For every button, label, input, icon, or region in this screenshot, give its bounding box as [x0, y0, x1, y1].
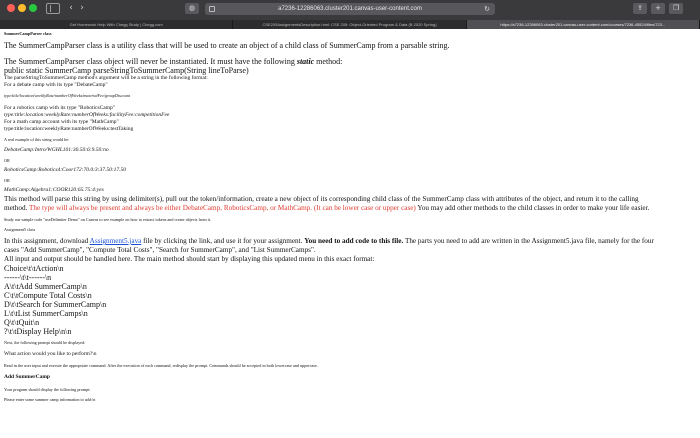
- robotics-camp-label: For a robotics camp with its type "RoboticsCamp": [4, 105, 115, 111]
- assignment5-java-link[interactable]: Assignment5.java: [89, 237, 142, 245]
- menu-line-1: ------\t\t------\n: [4, 273, 52, 282]
- math-format: type:title:location:weeklyRate:numberOfWeeks:testTaking: [4, 126, 134, 132]
- assignment5-paragraph-1: [4, 237, 654, 245]
- add-code-bold: You need to add code to this file.: [304, 237, 404, 245]
- robotics-format: type:title:location:weeklyRate:numberOfWeeks:facilityFee:competitionFee: [4, 112, 170, 118]
- tab-bar: [0, 20, 700, 29]
- tab-overview-icon[interactable]: ❐: [669, 3, 683, 14]
- back-arrow-icon[interactable]: ‹: [69, 3, 73, 13]
- or-separator-2: OR: [4, 178, 10, 183]
- lock-icon: [209, 6, 215, 12]
- add-summercamp-prompt: Please enter some summer camp information to add:\n: [4, 397, 96, 402]
- assignment5-paragraph-3: All input and output should be handled here. The main method should start by displaying this updated menu in this exact format:: [4, 255, 375, 263]
- example-debate: DebateCamp:Intro/WGHL101:30.50:6:9.50:no: [4, 147, 109, 153]
- p1-text: The SummerCampParser class is a utility class that will be used to create an object of a child class of SummerCamp from a parsable string.: [4, 41, 450, 50]
- minimize-window-button[interactable]: [18, 4, 26, 12]
- parse-description-2: [4, 204, 649, 212]
- debate-camp-label: For a debate camp with its type "DebateCamp": [4, 82, 108, 88]
- address-bar-url: a7236-12286063.cluster201.canvas-user-content.com: [278, 6, 422, 12]
- menu-line-4: D\t\tSearch for SummerCamp\n: [4, 300, 107, 309]
- menu-line-5: L\t\tList SummerCamps\n: [4, 309, 88, 318]
- example-math: MathCamp:Algebra1:COOR120:65.75:4:yes: [4, 187, 104, 193]
- format-description: The parseStringToSummerCamp method's argument will be a string in the following format:: [4, 75, 208, 81]
- menu-line-3: C\t\tCompute Total Costs\n: [4, 291, 92, 300]
- menu-line-7: ?\t\tDisplay Help\n\n: [4, 327, 72, 336]
- study-note: Study our sample code "useDelimiter Demo" on Canvas to see example on how to extract tokens and create objects from it.: [4, 217, 212, 222]
- p2a-end: method:: [314, 57, 343, 66]
- paragraph-parser-intro: [4, 41, 449, 50]
- browser-titlebar: [0, 0, 700, 20]
- assignment5-class-label: Assignment5 class: [4, 227, 36, 232]
- new-tab-button[interactable]: +: [651, 3, 665, 14]
- or-separator-1: OR: [4, 158, 10, 163]
- real-example-label: A real example of this string would be:: [4, 137, 70, 142]
- section-heading-parser: SummerCampParser class: [4, 31, 52, 36]
- add-summercamp-desc: Your program should display the following prompt:: [4, 387, 91, 392]
- zoom-window-button[interactable]: [29, 4, 37, 12]
- read-input-note: Read in the user input and execute the appropriate command. After the execution of each command, redisplay the prompt. Commands should be accepted in both lowercase and uppercase.: [4, 363, 318, 368]
- tab-canvas-file[interactable]: https://a7236-12286063.cluster201.canvas-user-content.com/courses/7236-45524/files/723...: [467, 20, 700, 29]
- close-window-button[interactable]: [7, 4, 15, 12]
- p5a-start: In this assignment, download: [4, 237, 90, 245]
- next-prompt-label: Next, the following prompt should be displayed:: [4, 340, 86, 345]
- example-robotics: RoboticsCamp:Robotics4:Coor172:70.0:3:37.50:17.50: [4, 167, 127, 173]
- menu-line-0: Choice\t\tAction\n: [4, 264, 64, 273]
- parse-description-1: This method will parse this string by using delimiter(s), pull out the token/information, create a new object of its corresponding child class of the SummerCamp class with attributes of the object, and return it to the calling: [4, 195, 639, 203]
- forward-arrow-icon[interactable]: ›: [80, 3, 84, 13]
- shield-extension-icon[interactable]: ◍: [185, 3, 199, 14]
- paragraph-static-method: [4, 57, 342, 66]
- p4b-end: You may add other methods to the child classes in order to make your life easier.: [415, 204, 650, 212]
- menu-line-2: A\t\tAdd SummerCamp\n: [4, 282, 87, 291]
- address-bar[interactable]: [205, 3, 495, 15]
- p2a-start: The SummerCampParser class object will never be instantiated. It must have the following: [4, 57, 297, 66]
- menu-line-6: Q\t\tQuit\n: [4, 318, 40, 327]
- reload-icon[interactable]: ↻: [484, 5, 490, 13]
- tab-assignment-description[interactable]: CSE205AssignmentsDescription.html: CSE 205: Object-Oriented Program & Data (B 2020 Spring): [233, 20, 466, 29]
- p4b-start: method.: [4, 204, 30, 212]
- method-signature: public static SummerCamp parseStringToSummerCamp(String lineToParse): [4, 66, 249, 75]
- math-camp-label: For a math camp account with its type "MathCamp": [4, 119, 119, 125]
- debate-format: type/title/location/weeklyRate/numberOfWeeks/materialFee/groupDiscount: [4, 93, 130, 98]
- sidebar-toggle-icon[interactable]: [46, 3, 60, 14]
- what-action-prompt: What action would you like to perform?\n: [4, 351, 97, 357]
- p5a-mid: file by clicking the link, and use it for your assignment.: [141, 237, 305, 245]
- p5a-end: The parts you need to add are written in the Assignment5.java file, namely for the four: [403, 237, 654, 245]
- tab-chegg[interactable]: Get Homework Help With Chegg Study | Chegg.com: [0, 20, 233, 29]
- type-note-red: The type will always be present and always be either DebateCamp, RoboticsCamp, or MathCamp. (It can be lower case or upper case): [29, 204, 416, 212]
- share-icon[interactable]: ⇪: [633, 3, 647, 14]
- assignment5-paragraph-2: cases "Add SummerCamp", "Compute Total Costs", "Search for SummerCamp", and "List SummerCamps".: [4, 246, 316, 254]
- static-keyword: static: [296, 57, 315, 66]
- add-summercamp-heading: Add SummerCamp: [4, 374, 50, 380]
